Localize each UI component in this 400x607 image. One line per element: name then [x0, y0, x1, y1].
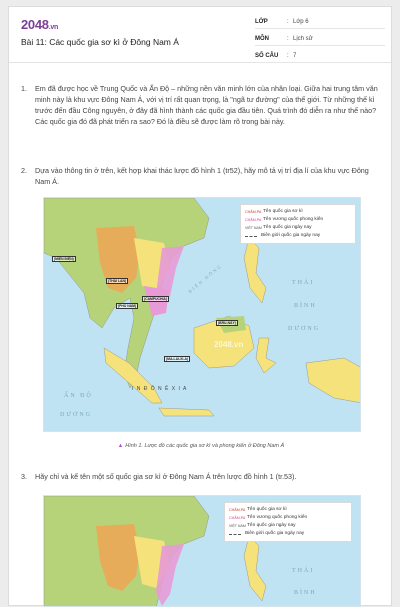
- meta-label: MÔN: [255, 35, 269, 42]
- question-number: 1.: [21, 84, 27, 93]
- question-1: [21, 83, 385, 127]
- southeast-asia-map-2: [43, 495, 361, 607]
- place-label: (BRU-NÂY): [218, 321, 236, 325]
- legend-item: Biên giới quốc gia ngày nay: [229, 530, 347, 538]
- question-number: 2.: [21, 166, 27, 175]
- triangle-icon: ▲: [117, 443, 124, 449]
- sea-label: BÌNH: [294, 303, 317, 309]
- legend-item: VIỆT NAM Tên quốc gia ngày nay: [245, 225, 312, 230]
- watermark: 2048.vn: [214, 340, 244, 349]
- question-3: [21, 471, 385, 482]
- meta-label: SỐ CÂU: [255, 52, 279, 59]
- legend-item: CHĂM-PA Tên quốc gia sơ kì: [229, 507, 287, 512]
- legend-item: CHĂM-PA Tên vương quốc phong kiến: [229, 515, 308, 520]
- legend-border-line: [245, 236, 257, 237]
- sea-label: ẤN ĐỘ: [64, 393, 93, 399]
- legend-item: CHĂM-PA Tên quốc gia sơ kì: [245, 209, 303, 214]
- sea-label: BIỂN ĐÔNG: [187, 262, 224, 295]
- meta-value: 7: [293, 52, 297, 59]
- brand-suffix: .vn: [48, 24, 58, 31]
- question-number: 3.: [21, 472, 27, 481]
- brand-logo[interactable]: [21, 17, 58, 32]
- question-2: [21, 165, 385, 187]
- question-text: Dựa vào thông tin ở trên, kết hợp khai thác lược đồ hình 1 (tr52), hãy mô tả vị trí địa lí của khu vực Đông Nam Á.: [35, 166, 369, 186]
- legend-item: VIỆT NAM Tên quốc gia ngày nay: [229, 523, 296, 528]
- sea-label: THÁI: [292, 568, 315, 574]
- map-legend: [240, 204, 356, 244]
- meta-row-question-count: SỐ CÂU : 7: [255, 49, 385, 63]
- sea-label: DƯƠNG: [288, 326, 320, 332]
- meta-row-class: LỚP : Lớp 6: [255, 15, 385, 29]
- meta-value: Lớp 6: [293, 18, 309, 25]
- place-label: (CAMPUCHIA): [144, 297, 167, 301]
- question-text: Hãy chỉ và kể tên một số quốc gia sơ kì ở Đông Nam Á trên lược đồ hình 1 (tr.53).: [35, 472, 297, 481]
- meta-label: LỚP: [255, 18, 268, 25]
- worksheet-header: [9, 7, 391, 63]
- question-text: Em đã được học về Trung Quốc và Ấn Độ – những nền văn minh lớn của nhân loại. Giữa hai trung tâm văn minh này là khu vực Đông Nam Á, với vị trí rất quan trọng, là "ngã tư đường" của thế giới. Từ những thế kỉ trước đến đầu Công nguyên, ở đây đã hình thành các quốc gia đầu tiên. Quá trình đó diễn ra như thế nào? Các quốc gia đó đã phát triển ra sao? Đó là điều sẽ được làm rõ trong bài này.: [35, 84, 378, 126]
- sea-label: THÁI: [292, 280, 315, 286]
- brand-main: 2048: [21, 17, 49, 32]
- meta-value: Lịch sử: [293, 35, 313, 42]
- map-legend: [224, 502, 352, 542]
- place-label: (PHÙ NAM): [118, 304, 137, 308]
- caption-text: Hình 1. Lược đồ các quốc gia sơ kì và phong kiến ở Đông Nam Á: [125, 443, 285, 449]
- lesson-title: Bài 11: Các quốc gia sơ kì ở Đông Nam Á: [21, 37, 179, 47]
- place-label: (MA-LAI-XI-A): [166, 357, 189, 361]
- sea-label: BÌNH: [294, 590, 317, 596]
- legend-border-line: [229, 534, 241, 535]
- sea-label: DƯƠNG: [60, 412, 92, 418]
- figure-caption: [1, 443, 400, 449]
- meta-row-subject: MÔN : Lịch sử: [255, 32, 385, 46]
- country-label: I N Đ Ô N Ê X I A: [132, 386, 188, 392]
- lesson-meta: [255, 15, 385, 66]
- legend-item: CHĂM-PA Tên vương quốc phong kiến: [245, 217, 324, 222]
- place-label: (THÁI LAN): [108, 279, 127, 283]
- southeast-asia-map: [43, 197, 361, 432]
- place-label: (MIẾN ĐIỆN): [54, 257, 74, 261]
- worksheet-page: [8, 6, 392, 606]
- legend-item: Biên giới quốc gia ngày nay: [245, 232, 351, 240]
